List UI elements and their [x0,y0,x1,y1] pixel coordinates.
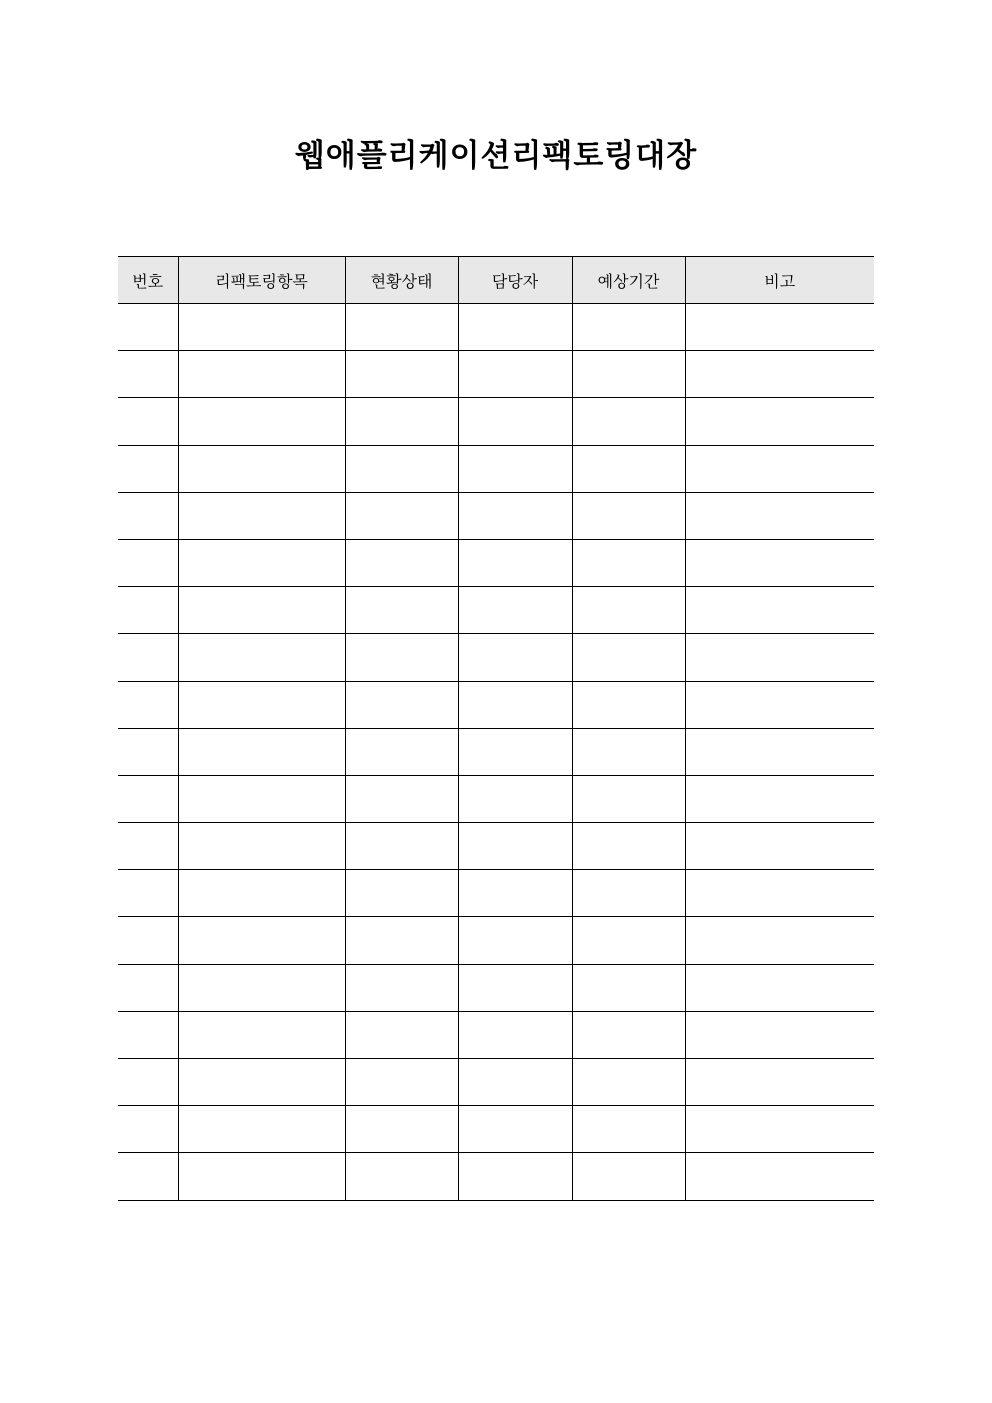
cell-estimated-period[interactable] [572,775,685,822]
cell-assignee[interactable] [458,823,572,870]
cell-assignee[interactable] [458,398,572,445]
cell-remarks[interactable] [685,587,874,634]
cell-status[interactable] [345,870,458,917]
cell-refactoring-item[interactable] [178,492,345,539]
cell-remarks[interactable] [685,964,874,1011]
cell-status[interactable] [345,351,458,398]
cell-status[interactable] [345,398,458,445]
cell-assignee[interactable] [458,492,572,539]
cell-remarks[interactable] [685,304,874,351]
cell-assignee[interactable] [458,1059,572,1106]
cell-estimated-period[interactable] [572,539,685,586]
cell-remarks[interactable] [685,728,874,775]
cell-assignee[interactable] [458,964,572,1011]
cell-status[interactable] [345,775,458,822]
cell-remarks[interactable] [685,870,874,917]
cell-status[interactable] [345,1059,458,1106]
cell-number[interactable] [118,1011,178,1058]
header-remarks: 비고 [685,257,874,304]
header-number: 번호 [118,257,178,304]
cell-estimated-period[interactable] [572,1153,685,1200]
table-row [118,917,874,964]
cell-assignee[interactable] [458,539,572,586]
table-row [118,492,874,539]
cell-remarks[interactable] [685,539,874,586]
cell-estimated-period[interactable] [572,728,685,775]
cell-assignee[interactable] [458,304,572,351]
cell-estimated-period[interactable] [572,634,685,681]
table-row [118,351,874,398]
cell-refactoring-item[interactable] [178,870,345,917]
cell-number[interactable] [118,681,178,728]
cell-status[interactable] [345,539,458,586]
cell-remarks[interactable] [685,823,874,870]
cell-number[interactable] [118,1153,178,1200]
cell-status[interactable] [345,1153,458,1200]
cell-refactoring-item[interactable] [178,539,345,586]
cell-refactoring-item[interactable] [178,1011,345,1058]
cell-refactoring-item[interactable] [178,587,345,634]
cell-estimated-period[interactable] [572,304,685,351]
cell-assignee[interactable] [458,917,572,964]
cell-number[interactable] [118,539,178,586]
cell-remarks[interactable] [685,1106,874,1153]
cell-status[interactable] [345,681,458,728]
cell-number[interactable] [118,492,178,539]
cell-number[interactable] [118,351,178,398]
cell-number[interactable] [118,917,178,964]
cell-estimated-period[interactable] [572,445,685,492]
cell-estimated-period[interactable] [572,823,685,870]
refactoring-ledger-table [118,256,874,1201]
cell-remarks[interactable] [685,775,874,822]
cell-remarks[interactable] [685,445,874,492]
cell-remarks[interactable] [685,1059,874,1106]
table-row [118,775,874,822]
cell-assignee[interactable] [458,775,572,822]
page-title: 웹애플리케이션리팩토링대장 [294,138,698,174]
cell-status[interactable] [345,587,458,634]
cell-remarks[interactable] [685,917,874,964]
table-row [118,823,874,870]
table-row [118,304,874,351]
cell-estimated-period[interactable] [572,681,685,728]
cell-status[interactable] [345,964,458,1011]
cell-number[interactable] [118,1059,178,1106]
cell-assignee[interactable] [458,587,572,634]
cell-remarks[interactable] [685,1153,874,1200]
table-row [118,1059,874,1106]
cell-assignee[interactable] [458,681,572,728]
table-row [118,681,874,728]
cell-number[interactable] [118,398,178,445]
cell-number[interactable] [118,304,178,351]
cell-refactoring-item[interactable] [178,304,345,351]
cell-estimated-period[interactable] [572,492,685,539]
cell-refactoring-item[interactable] [178,823,345,870]
table-row [118,445,874,492]
cell-status[interactable] [345,917,458,964]
cell-estimated-period[interactable] [572,351,685,398]
cell-remarks[interactable] [685,398,874,445]
cell-status[interactable] [345,634,458,681]
table-row [118,1106,874,1153]
cell-number[interactable] [118,870,178,917]
table-row [118,1153,874,1200]
table-row [118,964,874,1011]
header-estimated-period: 예상기간 [572,257,685,304]
cell-status[interactable] [345,304,458,351]
cell-estimated-period[interactable] [572,1106,685,1153]
header-status: 현황상태 [345,257,458,304]
cell-refactoring-item[interactable] [178,634,345,681]
table-body [118,304,874,1201]
cell-number[interactable] [118,823,178,870]
cell-status[interactable] [345,445,458,492]
cell-number[interactable] [118,587,178,634]
cell-status[interactable] [345,492,458,539]
cell-estimated-period[interactable] [572,917,685,964]
cell-refactoring-item[interactable] [178,1153,345,1200]
cell-estimated-period[interactable] [572,870,685,917]
header-refactoring-item: 리팩토링항목 [178,257,345,304]
cell-remarks[interactable] [685,1011,874,1058]
cell-remarks[interactable] [685,681,874,728]
cell-status[interactable] [345,1011,458,1058]
table-row [118,870,874,917]
table-row [118,728,874,775]
cell-refactoring-item[interactable] [178,445,345,492]
cell-refactoring-item[interactable] [178,398,345,445]
cell-assignee[interactable] [458,445,572,492]
table-row [118,398,874,445]
cell-assignee[interactable] [458,351,572,398]
cell-estimated-period[interactable] [572,398,685,445]
cell-assignee[interactable] [458,1011,572,1058]
table-row [118,1011,874,1058]
cell-number[interactable] [118,728,178,775]
cell-number[interactable] [118,1106,178,1153]
table-row [118,539,874,586]
cell-estimated-period[interactable] [572,1059,685,1106]
cell-assignee[interactable] [458,1153,572,1200]
table-row [118,587,874,634]
table-header-row [118,257,874,304]
cell-assignee[interactable] [458,728,572,775]
cell-refactoring-item[interactable] [178,351,345,398]
cell-refactoring-item[interactable] [178,681,345,728]
table-row [118,634,874,681]
cell-refactoring-item[interactable] [178,917,345,964]
cell-remarks[interactable] [685,492,874,539]
cell-remarks[interactable] [685,351,874,398]
cell-number[interactable] [118,964,178,1011]
cell-assignee[interactable] [458,1106,572,1153]
cell-refactoring-item[interactable] [178,1106,345,1153]
cell-estimated-period[interactable] [572,1011,685,1058]
cell-status[interactable] [345,728,458,775]
cell-estimated-period[interactable] [572,964,685,1011]
cell-estimated-period[interactable] [572,587,685,634]
cell-refactoring-item[interactable] [178,775,345,822]
cell-refactoring-item[interactable] [178,728,345,775]
cell-status[interactable] [345,1106,458,1153]
cell-assignee[interactable] [458,870,572,917]
cell-refactoring-item[interactable] [178,964,345,1011]
cell-assignee[interactable] [458,634,572,681]
header-assignee: 담당자 [458,257,572,304]
cell-refactoring-item[interactable] [178,1059,345,1106]
cell-status[interactable] [345,823,458,870]
cell-number[interactable] [118,445,178,492]
cell-number[interactable] [118,634,178,681]
cell-number[interactable] [118,775,178,822]
cell-remarks[interactable] [685,634,874,681]
